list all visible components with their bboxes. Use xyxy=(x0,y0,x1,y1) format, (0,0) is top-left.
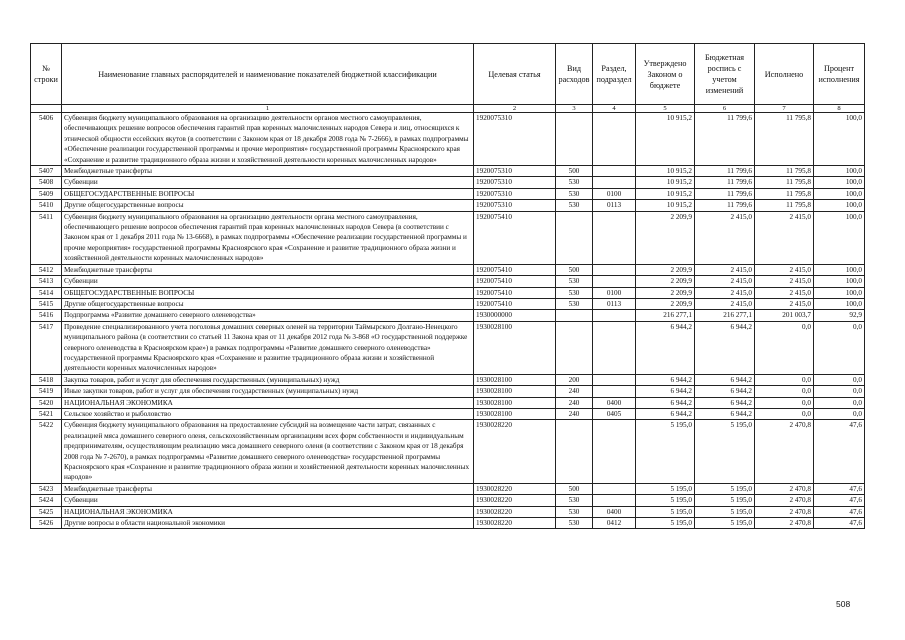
row-percent: 100,0 xyxy=(814,113,865,166)
table-row xyxy=(31,397,865,408)
row-executed: 11 795,8 xyxy=(755,188,814,199)
row-expense-type: 500 xyxy=(556,264,593,275)
row-name: Другие общегосударственные вопросы xyxy=(62,298,474,309)
row-target-article: 1930028100 xyxy=(474,408,556,419)
row-percent: 47,6 xyxy=(814,483,865,494)
row-target-article: 1920075410 xyxy=(474,287,556,298)
row-name: НАЦИОНАЛЬНАЯ ЭКОНОМИКА xyxy=(62,506,474,517)
table-row xyxy=(31,113,865,166)
row-percent: 100,0 xyxy=(814,166,865,177)
row-expense-type xyxy=(556,310,593,321)
row-budget-plan: 6 944,2 xyxy=(695,386,755,397)
column-number: 7 xyxy=(755,105,814,113)
row-name: Межбюджетные трансферты xyxy=(62,483,474,494)
table-row xyxy=(31,386,865,397)
row-target-article: 1930028220 xyxy=(474,420,556,483)
row-target-article: 1920075410 xyxy=(474,264,556,275)
row-number: 5425 xyxy=(31,506,62,517)
row-percent: 100,0 xyxy=(814,200,865,211)
row-executed: 0,0 xyxy=(755,397,814,408)
row-number: 5414 xyxy=(31,287,62,298)
row-approved: 6 944,2 xyxy=(636,397,695,408)
table-row xyxy=(31,495,865,506)
row-name: Межбюджетные трансферты xyxy=(62,166,474,177)
row-section xyxy=(593,495,636,506)
row-percent: 100,0 xyxy=(814,287,865,298)
row-executed: 11 795,8 xyxy=(755,177,814,188)
row-expense-type xyxy=(556,211,593,264)
table-row xyxy=(31,408,865,419)
row-executed: 2 470,8 xyxy=(755,518,814,529)
header-section: Раздел, подраздел xyxy=(593,44,636,105)
row-approved: 10 915,2 xyxy=(636,166,695,177)
row-section: 0405 xyxy=(593,408,636,419)
row-executed: 2 415,0 xyxy=(755,211,814,264)
row-expense-type: 530 xyxy=(556,177,593,188)
row-percent: 0,0 xyxy=(814,386,865,397)
row-budget-plan: 6 944,2 xyxy=(695,397,755,408)
row-number: 5422 xyxy=(31,420,62,483)
row-budget-plan: 11 799,6 xyxy=(695,188,755,199)
table-row xyxy=(31,420,865,483)
row-name: ОБЩЕГОСУДАРСТВЕННЫЕ ВОПРОСЫ xyxy=(62,287,474,298)
row-expense-type: 240 xyxy=(556,386,593,397)
table-row xyxy=(31,321,865,374)
row-approved: 6 944,2 xyxy=(636,386,695,397)
row-executed: 2 470,8 xyxy=(755,506,814,517)
row-executed: 0,0 xyxy=(755,386,814,397)
header-name: Наименование главных распорядителей и наименование показателей бюджетной классификации xyxy=(62,44,474,105)
row-name: Другие вопросы в области национальной экономики xyxy=(62,518,474,529)
row-target-article: 1920075410 xyxy=(474,276,556,287)
row-section: 0400 xyxy=(593,506,636,517)
row-approved: 6 944,2 xyxy=(636,374,695,385)
row-target-article: 1920075310 xyxy=(474,188,556,199)
row-number: 5416 xyxy=(31,310,62,321)
column-number: 3 xyxy=(556,105,593,113)
row-approved: 5 195,0 xyxy=(636,483,695,494)
row-section xyxy=(593,386,636,397)
row-number: 5421 xyxy=(31,408,62,419)
row-percent: 100,0 xyxy=(814,211,865,264)
row-percent: 47,6 xyxy=(814,518,865,529)
row-approved: 6 944,2 xyxy=(636,321,695,374)
row-number: 5417 xyxy=(31,321,62,374)
row-target-article: 1930028220 xyxy=(474,506,556,517)
column-number: 1 xyxy=(62,105,474,113)
table-row xyxy=(31,264,865,275)
table-row xyxy=(31,518,865,529)
table-row xyxy=(31,506,865,517)
row-section xyxy=(593,264,636,275)
row-name: Проведение специализированного учета поголовья домашних северных оленей на территории Таймырского Долгано-Ненецкого муниципального района (в соответствии со статьей 11 Закона края от 11 декабря 2012 года № 3-868 «О государственной поддержке северного оленеводства в Красноярском крае») в рамках подпрограммы «Развитие домашнего северного оленеводства» государственной программы Красноярского края «Сохранение и развитие традиционного образа жизни и хозяйственной деятельности коренных малочисленных народов» xyxy=(62,321,474,374)
table-row xyxy=(31,374,865,385)
row-percent: 47,6 xyxy=(814,495,865,506)
row-target-article: 1930028100 xyxy=(474,386,556,397)
row-approved: 5 195,0 xyxy=(636,518,695,529)
table-row xyxy=(31,166,865,177)
row-number: 5426 xyxy=(31,518,62,529)
header-row xyxy=(31,44,865,105)
header-target-article: Целевая статья xyxy=(474,44,556,105)
row-number: 5418 xyxy=(31,374,62,385)
row-approved: 10 915,2 xyxy=(636,113,695,166)
header-percent: Процент исполнения xyxy=(814,44,865,105)
row-expense-type xyxy=(556,420,593,483)
column-number: 5 xyxy=(636,105,695,113)
row-section xyxy=(593,113,636,166)
row-section: 0113 xyxy=(593,200,636,211)
budget-table xyxy=(30,43,865,529)
row-budget-plan: 2 415,0 xyxy=(695,211,755,264)
row-expense-type: 500 xyxy=(556,483,593,494)
row-number: 5419 xyxy=(31,386,62,397)
row-expense-type: 530 xyxy=(556,276,593,287)
row-target-article: 1930028100 xyxy=(474,321,556,374)
row-number: 5415 xyxy=(31,298,62,309)
row-expense-type: 530 xyxy=(556,518,593,529)
row-executed: 0,0 xyxy=(755,408,814,419)
row-section xyxy=(593,483,636,494)
row-name: Субвенции xyxy=(62,276,474,287)
row-approved: 10 915,2 xyxy=(636,200,695,211)
row-number: 5410 xyxy=(31,200,62,211)
row-section xyxy=(593,310,636,321)
row-expense-type: 500 xyxy=(556,166,593,177)
row-target-article: 1930028220 xyxy=(474,518,556,529)
row-percent: 100,0 xyxy=(814,177,865,188)
table-row xyxy=(31,298,865,309)
row-section: 0100 xyxy=(593,188,636,199)
row-target-article: 1930028100 xyxy=(474,374,556,385)
row-name: Другие общегосударственные вопросы xyxy=(62,200,474,211)
row-percent: 0,0 xyxy=(814,321,865,374)
row-percent: 100,0 xyxy=(814,264,865,275)
row-number: 5409 xyxy=(31,188,62,199)
table-row xyxy=(31,200,865,211)
row-expense-type: 530 xyxy=(556,188,593,199)
row-number: 5408 xyxy=(31,177,62,188)
row-executed: 201 003,7 xyxy=(755,310,814,321)
row-approved: 6 944,2 xyxy=(636,408,695,419)
row-name: Субвенции xyxy=(62,495,474,506)
row-target-article: 1920075310 xyxy=(474,166,556,177)
row-budget-plan: 11 799,6 xyxy=(695,166,755,177)
row-percent: 0,0 xyxy=(814,374,865,385)
row-executed: 11 795,8 xyxy=(755,200,814,211)
row-section: 0412 xyxy=(593,518,636,529)
row-section xyxy=(593,374,636,385)
row-approved: 2 209,9 xyxy=(636,298,695,309)
row-budget-plan: 11 799,6 xyxy=(695,200,755,211)
row-approved: 5 195,0 xyxy=(636,420,695,483)
row-expense-type: 530 xyxy=(556,298,593,309)
row-expense-type: 530 xyxy=(556,506,593,517)
row-executed: 11 795,8 xyxy=(755,113,814,166)
row-approved: 2 209,9 xyxy=(636,264,695,275)
table-row xyxy=(31,188,865,199)
row-executed: 11 795,8 xyxy=(755,166,814,177)
row-target-article: 1920075310 xyxy=(474,200,556,211)
row-budget-plan: 5 195,0 xyxy=(695,495,755,506)
row-approved: 216 277,1 xyxy=(636,310,695,321)
row-name: НАЦИОНАЛЬНАЯ ЭКОНОМИКА xyxy=(62,397,474,408)
row-budget-plan: 6 944,2 xyxy=(695,374,755,385)
row-budget-plan: 5 195,0 xyxy=(695,483,755,494)
table-body xyxy=(31,113,865,529)
row-approved: 10 915,2 xyxy=(636,177,695,188)
row-budget-plan: 2 415,0 xyxy=(695,287,755,298)
row-executed: 2 415,0 xyxy=(755,298,814,309)
table-row xyxy=(31,211,865,264)
row-executed: 2 415,0 xyxy=(755,287,814,298)
header-executed: Исполнено xyxy=(755,44,814,105)
row-approved: 5 195,0 xyxy=(636,506,695,517)
row-target-article: 1930028100 xyxy=(474,397,556,408)
row-section: 0400 xyxy=(593,397,636,408)
row-section xyxy=(593,211,636,264)
row-expense-type: 240 xyxy=(556,408,593,419)
row-expense-type: 200 xyxy=(556,374,593,385)
row-section xyxy=(593,177,636,188)
row-name: Субвенция бюджету муниципального образования на организацию деятельности органа местного самоуправления, обеспечивающего решение вопросов обеспечения гарантий прав коренных малочисленных народов Севера (в соответствии с Законом края от 1 декабря 2011 года № 13-6668), в рамках подпрограммы «Обеспечение реализации государственной программы и прочие мероприятия» государственной программы Красноярского края «Сохранение и развитие традиционного образа жизни и хозяйственной деятельности коренных малочисленных народов» xyxy=(62,211,474,264)
row-name: Закупка товаров, работ и услуг для обеспечения государственных (муниципальных) нужд xyxy=(62,374,474,385)
table-row xyxy=(31,483,865,494)
row-target-article: 1920075310 xyxy=(474,113,556,166)
row-number: 5413 xyxy=(31,276,62,287)
row-number: 5423 xyxy=(31,483,62,494)
row-expense-type: 530 xyxy=(556,287,593,298)
row-percent: 92,9 xyxy=(814,310,865,321)
column-number: 8 xyxy=(814,105,865,113)
row-approved: 2 209,9 xyxy=(636,287,695,298)
row-budget-plan: 2 415,0 xyxy=(695,276,755,287)
row-number: 5407 xyxy=(31,166,62,177)
row-name: Подпрограмма «Развитие домашнего северного оленеводства» xyxy=(62,310,474,321)
row-number: 5412 xyxy=(31,264,62,275)
row-name: Субвенция бюджету муниципального образования на предоставление субсидий на возмещение части затрат, связанных с реализацией мяса домашнего северного оленя, сельскохозяйственным организациям всех форм собственности и индивидуальным предпринимателям, осуществляющим реализацию мяса домашнего северного оленя (в соответствии с Законом края от 18 декабря 2008 года № 7-2670), в рамках подпрограммы «Развитие домашнего северного оленеводства» государственной программы Красноярского края «Сохранение и развитие традиционного образа жизни и хозяйственной деятельности коренных малочисленных народов» xyxy=(62,420,474,483)
row-budget-plan: 6 944,2 xyxy=(695,321,755,374)
row-percent: 100,0 xyxy=(814,298,865,309)
row-approved: 5 195,0 xyxy=(636,495,695,506)
header-approved: Утверждено Законом о бюджете xyxy=(636,44,695,105)
row-number: 5424 xyxy=(31,495,62,506)
row-expense-type: 240 xyxy=(556,397,593,408)
row-name: Сельское хозяйство и рыболовство xyxy=(62,408,474,419)
row-executed: 2 415,0 xyxy=(755,264,814,275)
row-section xyxy=(593,166,636,177)
column-number xyxy=(31,105,62,113)
row-executed: 0,0 xyxy=(755,374,814,385)
row-executed: 2 470,8 xyxy=(755,420,814,483)
row-percent: 47,6 xyxy=(814,420,865,483)
row-approved: 2 209,9 xyxy=(636,211,695,264)
row-name: Субвенция бюджету муниципального образования на организацию деятельности органов местного самоуправления, обеспечивающих решение вопросов обеспечения гарантий прав коренных малочисленных народов Севера и лиц, относящихся к этнической общности ессейских якутов (в соответствии с Законом края от 18 декабря 2008 года № 7-2666), в рамках подпрограммы «Обеспечение реализации государственной программы и прочие мероприятия» государственной программы Красноярского края «Сохранение и развитие традиционного образа жизни и хозяйственной деятельности коренных малочисленных народов» xyxy=(62,113,474,166)
row-budget-plan: 5 195,0 xyxy=(695,420,755,483)
row-target-article: 1920075310 xyxy=(474,177,556,188)
row-executed: 2 415,0 xyxy=(755,276,814,287)
row-name: Субвенции xyxy=(62,177,474,188)
row-expense-type xyxy=(556,113,593,166)
row-number: 5420 xyxy=(31,397,62,408)
row-percent: 47,6 xyxy=(814,506,865,517)
row-executed: 2 470,8 xyxy=(755,495,814,506)
row-expense-type: 530 xyxy=(556,495,593,506)
row-percent: 100,0 xyxy=(814,188,865,199)
row-executed: 2 470,8 xyxy=(755,483,814,494)
row-target-article: 1930028220 xyxy=(474,483,556,494)
row-section xyxy=(593,321,636,374)
row-expense-type xyxy=(556,321,593,374)
row-name: ОБЩЕГОСУДАРСТВЕННЫЕ ВОПРОСЫ xyxy=(62,188,474,199)
row-percent: 100,0 xyxy=(814,276,865,287)
row-budget-plan: 2 415,0 xyxy=(695,298,755,309)
table-row xyxy=(31,177,865,188)
row-budget-plan: 5 195,0 xyxy=(695,506,755,517)
row-section: 0100 xyxy=(593,287,636,298)
row-percent: 0,0 xyxy=(814,408,865,419)
row-budget-plan: 5 195,0 xyxy=(695,518,755,529)
column-number: 4 xyxy=(593,105,636,113)
table-row xyxy=(31,310,865,321)
header-budget-plan: Бюджетная роспись с учетом изменений xyxy=(695,44,755,105)
row-section: 0113 xyxy=(593,298,636,309)
row-budget-plan: 11 799,6 xyxy=(695,113,755,166)
row-name: Межбюджетные трансферты xyxy=(62,264,474,275)
column-number-row xyxy=(31,105,865,113)
row-budget-plan: 216 277,1 xyxy=(695,310,755,321)
row-budget-plan: 2 415,0 xyxy=(695,264,755,275)
row-target-article: 1930028220 xyxy=(474,495,556,506)
row-name: Иные закупки товаров, работ и услуг для обеспечения государственных (муниципальных) нужд xyxy=(62,386,474,397)
row-target-article: 1930000000 xyxy=(474,310,556,321)
row-approved: 2 209,9 xyxy=(636,276,695,287)
header-row-number: № строки xyxy=(31,44,62,105)
column-number: 6 xyxy=(695,105,755,113)
row-number: 5411 xyxy=(31,211,62,264)
row-section xyxy=(593,276,636,287)
table-row xyxy=(31,276,865,287)
row-approved: 10 915,2 xyxy=(636,188,695,199)
row-target-article: 1920075410 xyxy=(474,211,556,264)
row-number: 5406 xyxy=(31,113,62,166)
row-section xyxy=(593,420,636,483)
row-executed: 0,0 xyxy=(755,321,814,374)
table-row xyxy=(31,287,865,298)
row-percent: 0,0 xyxy=(814,397,865,408)
row-target-article: 1920075410 xyxy=(474,298,556,309)
row-budget-plan: 6 944,2 xyxy=(695,408,755,419)
column-number: 2 xyxy=(474,105,556,113)
page-number: 508 xyxy=(836,599,851,609)
header-expense-type: Вид расходов xyxy=(556,44,593,105)
row-expense-type: 530 xyxy=(556,200,593,211)
row-budget-plan: 11 799,6 xyxy=(695,177,755,188)
